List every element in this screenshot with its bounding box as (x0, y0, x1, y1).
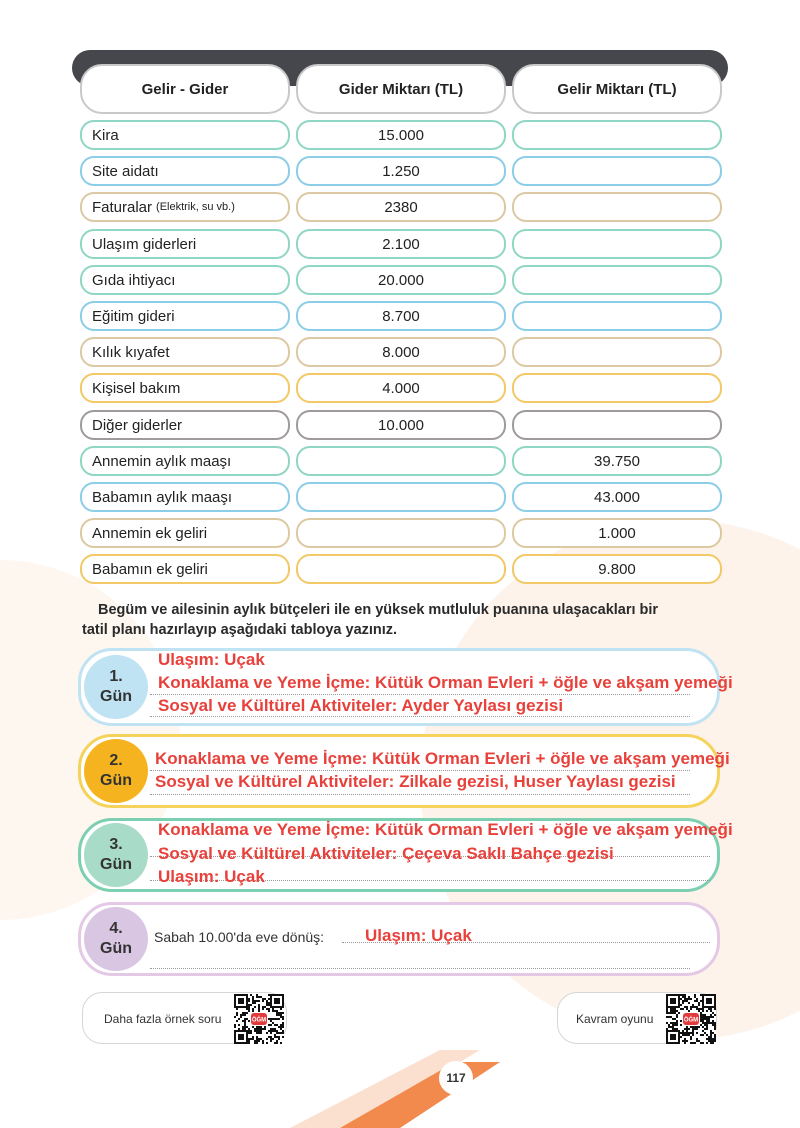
handwritten-answer: Ulaşım: Uçak (158, 867, 265, 886)
gelir-cell[interactable] (512, 156, 722, 186)
gider-cell[interactable]: 2.100 (296, 229, 506, 259)
row-label-text: Babamın aylık maaşı (92, 488, 233, 506)
header-gelir-gider: Gelir - Gider (80, 64, 290, 114)
answer-line[interactable] (150, 716, 690, 717)
day-2-badge (84, 739, 148, 803)
row-label-text: Ulaşım giderleri (92, 235, 197, 253)
row-label-text: Annemin ek geliri (92, 524, 208, 542)
qr-code-icon[interactable] (666, 994, 716, 1044)
gider-cell[interactable]: 8.000 (296, 337, 506, 367)
instruction-text (82, 600, 742, 640)
row-label (80, 518, 290, 548)
handwritten-answer: Ulaşım: Uçak (365, 926, 472, 945)
handwritten-answer: Konaklama ve Yeme İçme: Kütük Orman Evleri + öğle ve akşam yemeği (155, 749, 730, 768)
answer-line[interactable] (150, 770, 690, 771)
handwritten-answer: Ulaşım: Uçak (158, 650, 265, 669)
row-label (80, 301, 290, 331)
row-label (80, 337, 290, 367)
row-label (80, 156, 290, 186)
row-label-note: (Elektrik, su vb.) (156, 201, 235, 213)
row-label-text: Site aidatı (92, 162, 159, 180)
gelir-cell[interactable]: 43.000 (512, 482, 722, 512)
day-4-prefix: Sabah 10.00'da eve dönüş: (154, 929, 325, 945)
day-4-badge (84, 907, 148, 971)
row-label-text: Gıda ihtiyacı (92, 271, 176, 289)
gelir-cell[interactable] (512, 265, 722, 295)
qr-badge-text: ÖĞM (251, 1017, 267, 1024)
page-number-badge (439, 1061, 473, 1095)
row-label-text: Babamın ek geliri (92, 560, 208, 578)
gelir-cell[interactable]: 1.000 (512, 518, 722, 548)
gider-cell[interactable]: 8.700 (296, 301, 506, 331)
row-label (80, 229, 290, 259)
row-label (80, 192, 290, 222)
answer-line[interactable] (150, 694, 690, 695)
gelir-cell[interactable] (512, 410, 722, 440)
answer-line[interactable] (150, 968, 690, 969)
gelir-cell[interactable] (512, 373, 722, 403)
gelir-cell[interactable]: 39.750 (512, 446, 722, 476)
gider-cell[interactable]: 1.250 (296, 156, 506, 186)
row-label (80, 265, 290, 295)
qr-code-icon[interactable] (234, 994, 284, 1044)
day-number: 1. (109, 668, 123, 685)
day-number: 3. (109, 836, 123, 853)
instruction-line: tatil planı hazırlayıp aşağıdaki tabloya yazınız. (82, 622, 398, 638)
gider-cell[interactable]: 20.000 (296, 265, 506, 295)
handwritten-answer: Konaklama ve Yeme İçme: Kütük Orman Evleri + öğle ve akşam yemeği (158, 820, 733, 839)
day-2-box (78, 734, 720, 808)
gider-cell[interactable]: 4.000 (296, 373, 506, 403)
row-label-text: Kılık kıyafet (92, 343, 170, 361)
row-label-text: Eğitim gideri (92, 307, 175, 325)
gelir-cell[interactable] (512, 192, 722, 222)
gider-cell[interactable]: 15.000 (296, 120, 506, 150)
row-label-text: Faturalar (92, 198, 153, 216)
day-word: Gün (100, 940, 132, 957)
gelir-cell[interactable] (512, 229, 722, 259)
gider-cell[interactable] (296, 446, 506, 476)
day-word: Gün (100, 856, 132, 873)
gelir-cell[interactable]: 9.800 (512, 554, 722, 584)
instruction-line: Begüm ve ailesinin aylık bütçeleri ile en yüksek mutluluk puanına ulaşacakları bir (98, 602, 659, 618)
header-gelir-miktari: Gelir Miktarı (TL) (512, 64, 722, 114)
gider-cell[interactable] (296, 518, 506, 548)
gider-cell[interactable] (296, 482, 506, 512)
day-number: 4. (109, 920, 123, 937)
gider-cell[interactable] (296, 554, 506, 584)
row-label-text: Annemin aylık maaşı (92, 452, 232, 470)
day-1-badge (84, 655, 148, 719)
gelir-cell[interactable] (512, 337, 722, 367)
row-label (80, 120, 290, 150)
header-gider-miktari: Gider Miktarı (TL) (296, 64, 506, 114)
day-word: Gün (100, 688, 132, 705)
row-label-text: Kişisel bakım (92, 379, 181, 397)
row-label (80, 482, 290, 512)
handwritten-answer: Sosyal ve Kültürel Aktiviteler: Çeçeva Saklı Bahçe gezisi (158, 844, 614, 863)
row-label (80, 410, 290, 440)
row-label (80, 554, 290, 584)
day-3-badge (84, 823, 148, 887)
row-label (80, 446, 290, 476)
qr-badge-text: ÖĞM (683, 1017, 699, 1024)
gider-cell[interactable]: 10.000 (296, 410, 506, 440)
gelir-cell[interactable] (512, 301, 722, 331)
row-label-text: Kira (92, 126, 119, 144)
page-number: 117 (446, 1071, 466, 1085)
concept-game-label: Kavram oyunu (576, 1012, 654, 1026)
day-number: 2. (109, 752, 123, 769)
handwritten-answer: Sosyal ve Kültürel Aktiviteler: Ayder Yaylası gezisi (158, 696, 564, 715)
more-questions-label: Daha fazla örnek soru (104, 1012, 222, 1026)
day-word: Gün (100, 772, 132, 789)
answer-line[interactable] (150, 794, 690, 795)
handwritten-answer: Konaklama ve Yeme İçme: Kütük Orman Evleri + öğle ve akşam yemeği (158, 673, 733, 692)
gelir-cell[interactable] (512, 120, 722, 150)
handwritten-answer: Sosyal ve Kültürel Aktiviteler: Zilkale gezisi, Huser Yaylası gezisi (155, 772, 676, 791)
row-label-text: Diğer giderler (92, 416, 183, 434)
gider-cell[interactable]: 2380 (296, 192, 506, 222)
row-label (80, 373, 290, 403)
